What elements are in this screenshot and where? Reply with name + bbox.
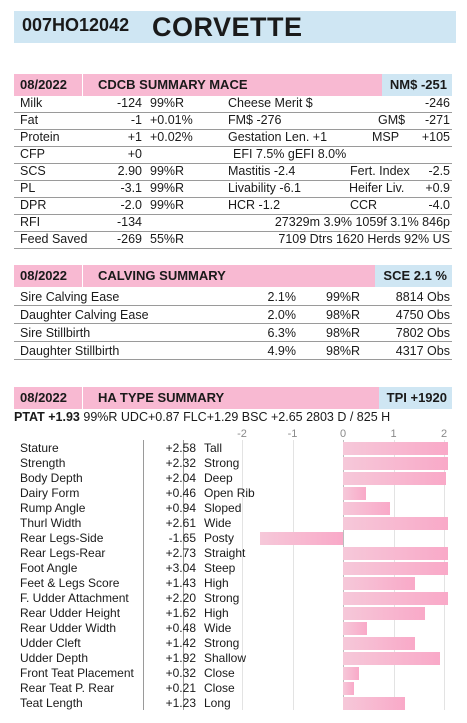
mace-label-right: FM$ -276 — [228, 113, 282, 127]
axis-tick-label: 0 — [339, 428, 347, 440]
trait-bar — [343, 637, 415, 650]
trait-name: Rump Angle — [20, 501, 86, 515]
trait-bar — [343, 592, 448, 605]
calving-obs: 7802 Obs — [395, 326, 450, 340]
mace-reliability: 99%R — [150, 181, 185, 195]
mace-label: SCS — [20, 164, 46, 178]
mace-label-right: Livability -6.1 — [228, 181, 301, 195]
axis-tick-label: -2 — [237, 428, 247, 440]
mace-value: +0 — [127, 147, 142, 161]
mace-label: Protein — [20, 130, 60, 144]
ptat-details: 99%R UDC+0.87 FLC+1.29 BSC +2.65 2803 D / 825 H — [83, 410, 391, 424]
trait-name: Stature — [20, 441, 59, 455]
section-divider — [82, 74, 83, 96]
mace-value: -134 — [116, 215, 142, 229]
mace-value-right: -2.5 — [428, 164, 450, 178]
calving-date: 08/2022 — [20, 268, 67, 283]
mace-label-right: Fert. Index — [350, 164, 410, 178]
mace-reliability: 99%R — [150, 198, 185, 212]
trait-row — [18, 576, 448, 591]
calving-label: Sire Calving Ease — [20, 290, 120, 304]
mace-title: CDCB SUMMARY MACE — [98, 77, 248, 92]
mace-value-right: -246 — [424, 96, 450, 110]
ha-date: 08/2022 — [20, 390, 67, 405]
mace-label-right: Heifer Liv. — [349, 181, 405, 195]
bull-header — [14, 11, 456, 43]
trait-row — [18, 666, 448, 681]
calving-percent: 2.0% — [267, 308, 296, 322]
trait-name: Foot Angle — [20, 561, 78, 575]
trait-descriptor: Strong — [204, 591, 240, 605]
mace-label: Fat — [20, 113, 39, 127]
trait-name: Rear Teat P. Rear — [20, 681, 115, 695]
mace-label: Milk — [20, 96, 43, 110]
mace-label-right: Cheese Merit $ — [228, 96, 313, 110]
mace-value: -2.0 — [120, 198, 142, 212]
mace-reliability: +0.02% — [150, 130, 193, 144]
calving-percent: 4.9% — [267, 344, 296, 358]
mace-value: -269 — [116, 232, 142, 246]
trait-row — [18, 681, 448, 696]
nm-badge: NM$ -251 — [382, 74, 452, 96]
mace-label-right: GM$ — [378, 113, 406, 127]
trait-name: Teat Length — [20, 696, 83, 710]
axis-tick-label: 2 — [440, 428, 448, 440]
trait-value: +1.42 — [165, 636, 196, 650]
calving-reliability: 99%R — [326, 290, 361, 304]
trait-descriptor: Steep — [204, 561, 236, 575]
trait-bar — [343, 442, 448, 455]
trait-descriptor: Long — [204, 696, 231, 710]
mace-label: PL — [20, 181, 36, 195]
trait-row — [18, 441, 448, 456]
ha-section-bar — [14, 387, 452, 409]
trait-value: +2.73 — [165, 546, 196, 560]
trait-row — [18, 621, 448, 636]
trait-descriptor: Deep — [204, 471, 233, 485]
trait-descriptor: High — [204, 576, 229, 590]
mace-label: RFI — [20, 215, 41, 229]
trait-bar — [343, 547, 448, 560]
trait-bar — [343, 472, 446, 485]
trait-value: +1.62 — [165, 606, 196, 620]
calving-percent: 6.3% — [267, 326, 296, 340]
mace-summary-text: 27329m 3.9% 1059f 3.1% 846p — [274, 215, 450, 229]
mace-reliability: 55%R — [150, 232, 185, 246]
trait-row — [18, 591, 448, 606]
axis-tick-label: 1 — [390, 428, 397, 440]
calving-percent: 2.1% — [267, 290, 296, 304]
trait-bar — [343, 682, 354, 695]
trait-row — [18, 636, 448, 651]
trait-value: +1.23 — [165, 696, 196, 710]
trait-value: +0.21 — [165, 681, 196, 695]
trait-value: +2.61 — [165, 516, 196, 530]
trait-row — [18, 651, 448, 666]
mace-date: 08/2022 — [20, 77, 67, 92]
mace-value: +1 — [127, 130, 142, 144]
trait-name: Thurl Width — [20, 516, 82, 530]
trait-value: +0.94 — [165, 501, 196, 515]
trait-bar — [343, 517, 448, 530]
trait-row — [18, 501, 448, 516]
trait-descriptor: Shallow — [204, 651, 247, 665]
mace-value: -124 — [116, 96, 142, 110]
trait-descriptor: High — [204, 606, 229, 620]
mace-value-right: +0.9 — [425, 181, 450, 195]
mace-label-right: HCR -1.2 — [228, 198, 281, 212]
mace-reliability: +0.01% — [150, 113, 193, 127]
trait-value: +2.32 — [165, 456, 196, 470]
section-divider — [82, 387, 83, 409]
trait-descriptor: Strong — [204, 636, 240, 650]
trait-name: Body Depth — [20, 471, 83, 485]
trait-name: Strength — [20, 456, 66, 470]
trait-value: +0.46 — [165, 486, 196, 500]
mace-label: Feed Saved — [20, 232, 88, 246]
trait-descriptor: Posty — [204, 531, 235, 545]
calving-section-bar — [14, 265, 452, 287]
trait-name: Rear Legs-Rear — [20, 546, 106, 560]
trait-value: +3.04 — [165, 561, 196, 575]
trait-descriptor: Straight — [204, 546, 246, 560]
trait-value: +2.20 — [165, 591, 196, 605]
calving-label: Daughter Calving Ease — [20, 308, 149, 322]
trait-bar — [343, 487, 366, 500]
trait-name: Dairy Form — [20, 486, 80, 500]
trait-name: Front Teat Placement — [20, 666, 134, 680]
mace-value-right: -4.0 — [428, 198, 450, 212]
mace-value: -3.1 — [120, 181, 142, 195]
sce-badge: SCE 2.1 % — [375, 265, 452, 287]
trait-name: Udder Depth — [20, 651, 89, 665]
trait-descriptor: Open Rib — [204, 486, 255, 500]
calving-reliability: 98%R — [326, 308, 361, 322]
trait-name: Udder Cleft — [20, 636, 81, 650]
mace-value: -1 — [130, 113, 142, 127]
mace-label: DPR — [20, 198, 47, 212]
trait-value: +0.32 — [165, 666, 196, 680]
trait-bar — [343, 622, 367, 635]
calving-label: Sire Stillbirth — [20, 326, 91, 340]
trait-descriptor: Strong — [204, 456, 240, 470]
section-divider — [82, 265, 83, 287]
trait-value: -1.65 — [168, 531, 196, 545]
row-divider — [14, 248, 452, 249]
mace-label-right: CCR — [350, 198, 378, 212]
trait-row — [18, 546, 448, 561]
mace-label-right: Gestation Len. +1 — [228, 130, 328, 144]
mace-reliability: 99%R — [150, 96, 185, 110]
trait-descriptor: Sloped — [204, 501, 242, 515]
bull-code: 007HO12042 — [22, 15, 130, 35]
calving-obs: 8814 Obs — [395, 290, 450, 304]
trait-bar — [343, 457, 448, 470]
ptat-label: PTAT +1.93 — [14, 410, 80, 424]
trait-name: Rear Legs-Side — [20, 531, 104, 545]
trait-bar — [343, 652, 440, 665]
calving-title: CALVING SUMMARY — [98, 268, 226, 283]
trait-row — [18, 606, 448, 621]
trait-name: F. Udder Attachment — [20, 591, 129, 605]
trait-value: +2.58 — [165, 441, 196, 455]
mace-label-right: MSP — [372, 130, 400, 144]
calving-obs: 4750 Obs — [395, 308, 450, 322]
trait-row — [18, 516, 448, 531]
mace-value-right: +105 — [421, 130, 450, 144]
mace-summary-text: 7109 Dtrs 1620 Herds 92% US — [278, 232, 450, 246]
axis-tick-label: -1 — [287, 428, 298, 440]
mace-label: CFP — [20, 147, 45, 161]
trait-value: +0.48 — [165, 621, 196, 635]
trait-bar — [343, 562, 448, 575]
trait-bar — [343, 607, 425, 620]
calving-reliability: 98%R — [326, 344, 361, 358]
trait-bar — [343, 577, 415, 590]
trait-row — [18, 531, 448, 546]
trait-bar — [260, 532, 343, 545]
trait-name: Feet & Legs Score — [20, 576, 120, 590]
mace-label-right: Mastitis -2.4 — [228, 164, 296, 178]
trait-descriptor: Tall — [204, 441, 223, 455]
trait-descriptor: Close — [204, 666, 235, 680]
trait-name: Rear Udder Width — [20, 621, 117, 635]
trait-row — [18, 561, 448, 576]
bull-name: CORVETTE — [152, 12, 303, 42]
trait-descriptor: Wide — [204, 621, 232, 635]
trait-value: +2.04 — [165, 471, 196, 485]
mace-value-right: -271 — [424, 113, 450, 127]
tpi-badge: TPI +1920 — [379, 387, 452, 409]
trait-bar — [343, 502, 390, 515]
trait-value: +1.43 — [165, 576, 196, 590]
trait-name: Rear Udder Height — [20, 606, 121, 620]
trait-row — [18, 486, 448, 501]
trait-row — [18, 696, 448, 711]
mace-label-right: EFI 7.5% gEFI 8.0% — [233, 147, 347, 161]
mace-value: 2.90 — [117, 164, 142, 178]
trait-row — [18, 471, 448, 486]
ha-title: HA TYPE SUMMARY — [98, 390, 225, 405]
trait-descriptor: Close — [204, 681, 235, 695]
trait-bar — [343, 697, 405, 710]
trait-row — [18, 456, 448, 471]
trait-descriptor: Wide — [204, 516, 232, 530]
calving-obs: 4317 Obs — [395, 344, 450, 358]
calving-reliability: 98%R — [326, 326, 361, 340]
trait-value: +1.92 — [165, 651, 196, 665]
mace-reliability: 99%R — [150, 164, 185, 178]
trait-bar — [343, 667, 359, 680]
calving-label: Daughter Stillbirth — [20, 344, 120, 358]
ptat-line — [14, 410, 390, 424]
mace-section-bar — [14, 74, 452, 96]
